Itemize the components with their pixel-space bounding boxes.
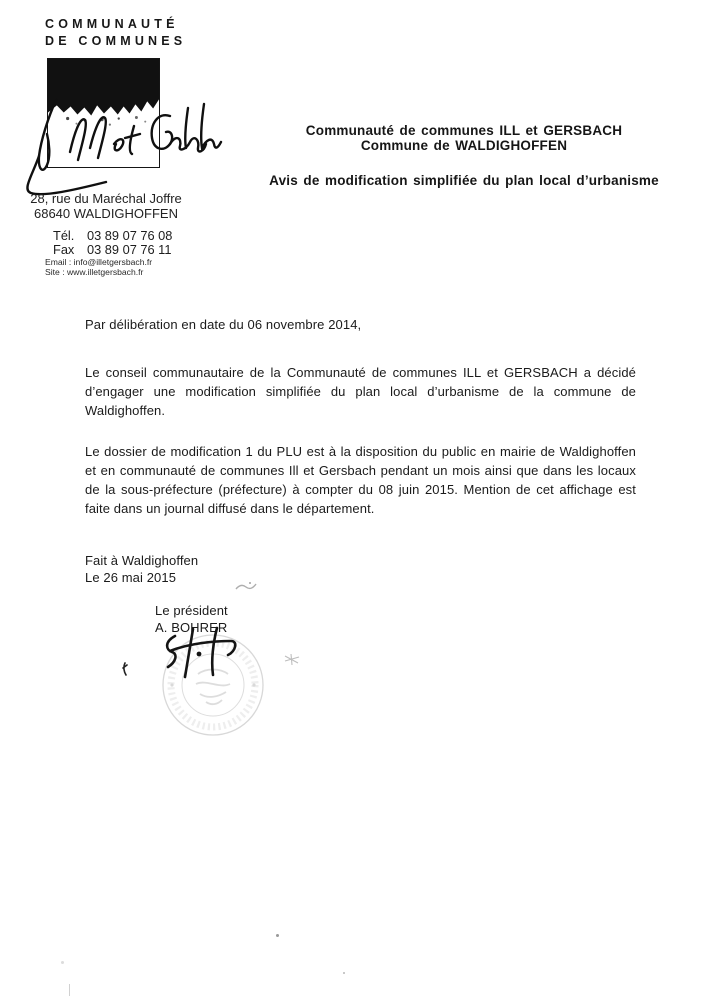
fax-number: 03 89 07 76 11 <box>87 241 172 257</box>
logo-org-line1: COMMUNAUTÉ <box>45 17 179 31</box>
letterhead-address <box>16 191 196 221</box>
scan-mark-icon <box>120 661 130 677</box>
tel-line <box>53 229 172 243</box>
scan-dot <box>61 961 64 964</box>
closing-block <box>85 552 636 586</box>
email-line: Email : info@illetgersbach.fr <box>45 257 153 267</box>
closing-place: Fait à Waldighoffen <box>85 553 199 568</box>
fax-line <box>53 243 172 257</box>
signatory-title: Le président <box>155 603 228 618</box>
address-city: 68640 WALDIGHOFFEN <box>33 206 178 221</box>
scan-line-artifact <box>69 984 70 996</box>
president-signature-icon <box>158 626 246 680</box>
scan-dot <box>343 972 345 974</box>
paragraph-dossier: Le dossier de modification 1 du PLU est à la disposition du public en mairie de Waldighoffen et en communauté de communes Ill et Gersbach pendant un mois ainsi que dans les locaux de la sous-préfecture (préfecture) à compter du 08 juin 2015. Mention de cet affichage est faite dans un journal diffusé dans le département. <box>85 444 636 516</box>
logo-org-line2: DE COMMUNES <box>45 34 187 48</box>
paragraph-deliberation: Par délibération en date du 06 novembre 2014, <box>85 317 362 332</box>
closing-date: Le 26 mai 2015 <box>85 570 177 585</box>
logo-emblem-icon <box>47 58 160 168</box>
tel-number: 03 89 07 76 08 <box>87 228 173 243</box>
scan-dot <box>276 934 279 937</box>
logo-org-name <box>45 16 186 50</box>
letterhead-web-block <box>45 258 152 278</box>
letterhead-phone-block <box>53 229 172 256</box>
fax-label: Fax <box>53 241 75 257</box>
header-org-line: Communauté de communes ILL et GERSBACH <box>305 123 623 138</box>
address-street: 28, rue du Maréchal Joffre <box>30 191 182 206</box>
scan-smudge-icon <box>282 652 302 667</box>
letter-body <box>85 315 636 636</box>
signatory-name: A. BOHRER <box>155 620 228 635</box>
site-line: Site : www.illetgersbach.fr <box>45 266 144 277</box>
document-header <box>238 123 690 188</box>
tel-label: Tél. <box>53 228 75 243</box>
header-commune-line: Commune de WALDIGHOFFEN <box>360 138 568 153</box>
document-title: Avis de modification simplifiée du plan local d’urbanisme <box>269 173 659 188</box>
paragraph-decision: Le conseil communautaire de la Communauté de communes ILL et GERSBACH a décidé d’engager une modification simplifiée du plan local d’urbanisme de la commune de Waldighoffen. <box>85 365 636 418</box>
